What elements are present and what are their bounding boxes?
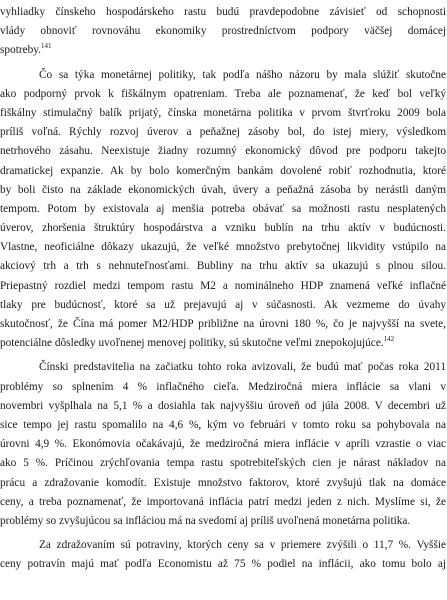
text-line [0,41,447,60]
text-line: ako podporný prvok k fiškálnym opatreniam. Treba ale poznamenať, že keď bol veľký [0,87,446,100]
text-line: novembri vyšplhala na 5,1 % a dosiahla tak najvyššiu úroveň od júla 2008. V decembri už [0,399,446,412]
text-line: problémy so splnením 4 % inflačného cieľa. Medziročná miera inflácie sa vlani v [0,380,446,393]
text-line: ceny, a treba poznamenať, že importovaná inflácia patrí medzi jeden z nich. Myslíme si, že [0,495,446,508]
text-line: ceny potravín majú mať podľa Economistu až 75 % podiel na inflácii, ako tomu bolo aj [0,558,446,571]
text-line: ako 5 %. Príčinou zrýchľovania tempa rastu spotrebiteľských cien je nárast nákladov na [0,457,446,470]
paragraph-food-prices [0,536,447,574]
text-line: Čínski predstavitelia na začiatku tohto roka avizovali, že budú mať počas roka 2011 [39,361,446,374]
text-line: akciový trh a trh s nehnuteľnosťami. Bubliny na trhu aktív sa ukazujú s plnou silou. [0,260,446,273]
text-line: vyhliadky čínskeho hospodárskeho rastu budú pravdepodobne závisieť od schopnosti [0,6,446,18]
text-line: príliš voľná. Rýchly rozvoj úverov a peňažnej zásoby bol, do istej miery, výsledkom [0,126,446,139]
text-line: by boli čisto na základe ekonomických úvah, úvery a peňažná zásoba by nerástli daným [0,183,446,196]
paragraph-monetary-policy [0,66,447,354]
text-line: Za zdražovaním sú potraviny, ktorých ceny sa v priemere zvýšili o 11,7 %. Vyššie [39,539,446,552]
text-line: fiškálny stimulačný balík prijatý, čínska monetárna politika v prvom štvrťroku 2009 bola [0,106,446,119]
paragraph-growth-outlook [0,3,447,61]
text-line: vlády obnoviť rovnováhu ekonomiky prostredníctvom podpory väčšej domácej [0,25,446,38]
text-line: úverov, zhoršenia štruktúry hospodárstva a vzniku bublín na trhu aktív v budúcnosti. [0,222,446,235]
text-line-content: potenciálne dôsledky uvoľnenej menovej politiky, sú skutočne veľmi znepokojujúce. [0,337,384,350]
text-line: tempom. Potom by existovala aj menšia potreba obávať sa možnosti rastu nesplatených [0,202,446,215]
text-line: problémy so zvyšujúcou sa infláciou má na svedomí aj príliš uvoľnená monetárna politika. [0,514,411,527]
text-line [0,334,447,353]
text-line: Čo sa týka monetárnej politiky, tak podľa nášho názoru by mala slúžiť skutočne [39,68,446,81]
text-line: Vlastne, neoficiálne dôkazy ukazujú, že veľké množstvo prebytočnej likvidity vstúpilo na [0,241,446,254]
paragraph-inflation [0,358,447,531]
text-line: úrovni 4,9 %. Ekonómovia očakávajú, že medziročná miera inflácie v apríli vzrastie o viac [0,438,446,451]
footnote-marker: 141 [41,42,52,51]
text-line-content: spotreby. [0,44,41,57]
text-line: dramatickej expanzie. Ak by bolo komerčným bankám dovolené robiť rozhodnutia, ktoré [0,164,446,177]
text-line: Priepastný rozdiel medzi tempom rastu M2 a nominálneho HDP znamená veľké inflačné [0,279,446,292]
body-text [0,3,447,574]
text-line: tlaky pre budúcnosť, ktoré sa už prejavujú aj v súčasnosti. Ak vezmeme do úvahy [0,298,446,311]
text-line: skutočnosť, že Čína má pomer M2/HDP približne na úrovni 180 %, čo je najvyšší na svete, [0,318,446,330]
text-line: sice tempo jej rastu spomalilo na 4,6 %, kým vo februári v tomto roku sa pohybovala na [0,418,446,431]
footnote-marker: 142 [383,335,395,344]
text-line: prácu a zdražovanie komodít. Existuje množstvo faktorov, ktoré zvyšujú tlak na domáce [0,476,446,489]
text-line: netrhového zásahu. Neexistuje žiadny rozumný ekonomický dôvod pre podporu takejto [0,145,446,158]
